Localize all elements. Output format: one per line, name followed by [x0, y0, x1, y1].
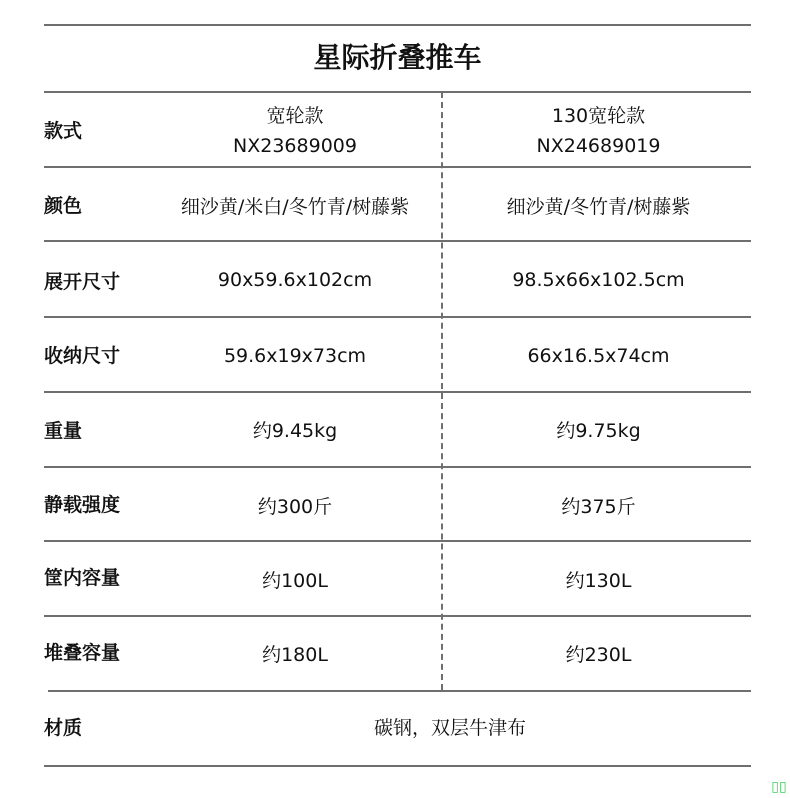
corner-mark-icon: ▯▯	[771, 779, 787, 795]
basket-capacity-2: 约130L	[565, 570, 632, 592]
model-name-2: 130宽轮款	[551, 105, 646, 127]
row-label: 筐内容量	[44, 567, 121, 589]
material-value: 碳钢，双层牛津布	[373, 717, 526, 739]
row-label: 收纳尺寸	[44, 345, 121, 367]
model-code-2: NX24689019	[536, 135, 661, 157]
weight-1: 约9.45kg	[252, 420, 338, 442]
row-label: 静载强度	[44, 494, 121, 516]
row-label: 颜色	[44, 195, 83, 217]
row-label: 堆叠容量	[44, 642, 121, 664]
model-code-1: NX23689009	[233, 135, 357, 157]
row-label: 材质	[44, 717, 83, 739]
table-row-folded-size	[44, 317, 751, 391]
color-value-2: 细沙黄/冬竹青/树藤紫	[506, 196, 691, 218]
stack-capacity-2: 约230L	[565, 644, 632, 666]
table-row-unfolded-size	[44, 241, 751, 316]
rule-top	[44, 24, 751, 26]
table-row-static-load	[44, 467, 751, 540]
weight-2: 约9.75kg	[556, 420, 641, 442]
row-label: 展开尺寸	[44, 271, 121, 293]
static-load-2: 约375斤	[561, 496, 636, 518]
table-row-stack-capacity	[44, 616, 751, 690]
unfolded-size-1: 90x59.6x102cm	[217, 269, 373, 291]
row-label: 重量	[44, 420, 83, 442]
row-label: 款式	[44, 120, 83, 142]
basket-capacity-1: 约100L	[262, 570, 328, 592]
table-row-model	[44, 92, 751, 166]
table-row-color	[44, 167, 751, 240]
rule-bottom	[44, 765, 751, 767]
folded-size-2: 66x16.5x74cm	[527, 345, 670, 367]
table-row-weight	[44, 392, 751, 466]
stack-capacity-1: 约180L	[262, 644, 328, 666]
table-row-basket-capacity	[44, 541, 751, 615]
color-value-1: 细沙黄/米白/冬竹青/树藤紫	[180, 196, 410, 218]
unfolded-size-2: 98.5x66x102.5cm	[512, 269, 685, 291]
static-load-1: 约300斤	[257, 496, 333, 518]
table-title: 星际折叠推车	[313, 41, 482, 74]
model-name-1: 宽轮款	[266, 105, 324, 127]
folded-size-1: 59.6x19x73cm	[223, 345, 367, 367]
table-row-material	[44, 692, 751, 765]
